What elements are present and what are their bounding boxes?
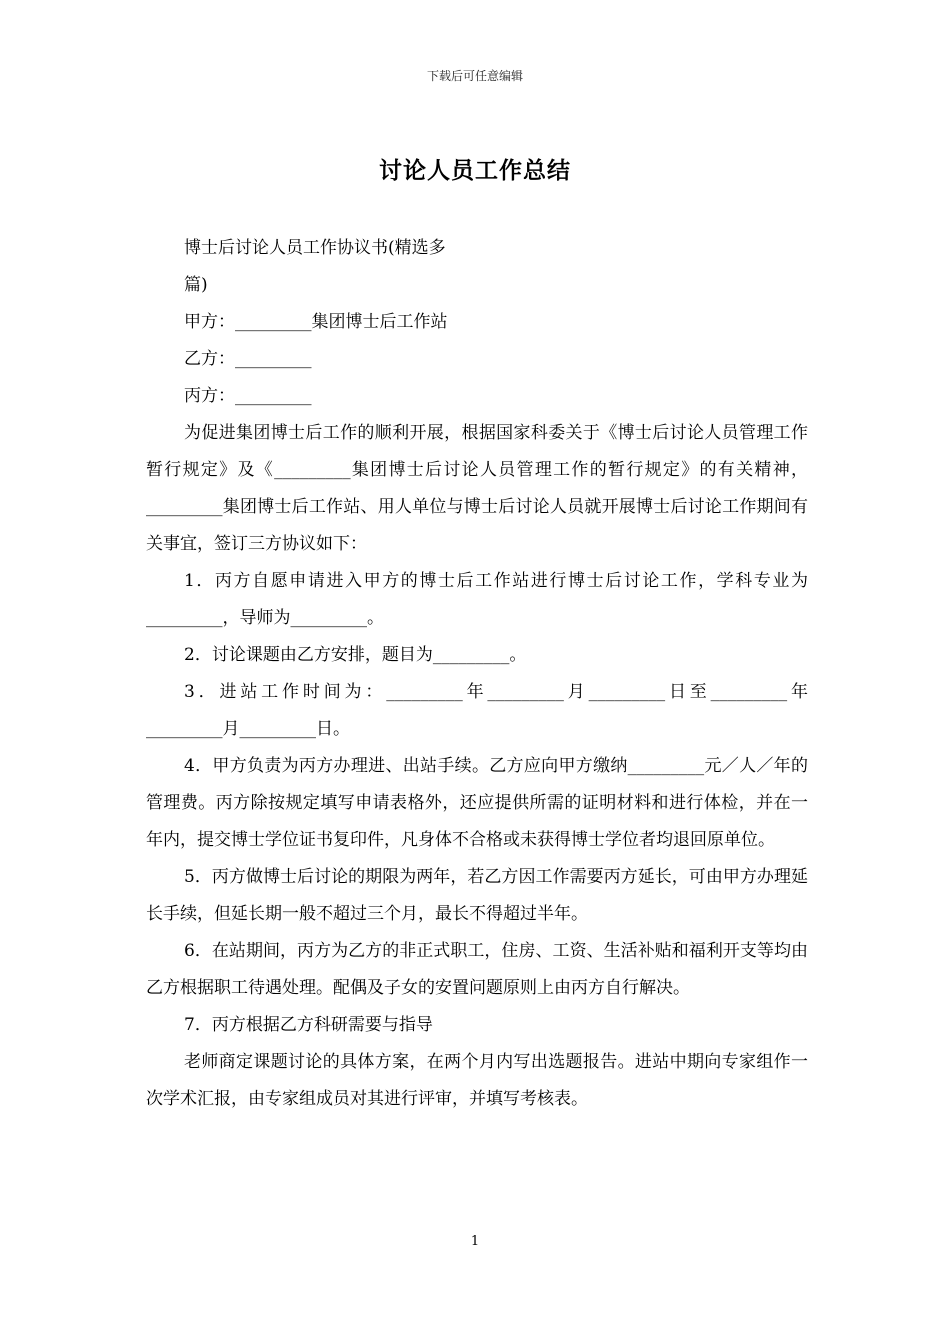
- subtitle-line-2: 篇): [184, 275, 208, 295]
- header-note: 下载后可任意编辑: [426, 69, 523, 83]
- clause-5: 5．丙方做博士后讨论的期限为两年，若乙方因工作需要丙方延长，可由甲方办理延长手续，但延长期一般不超过三个月，最长不得超过半年。: [146, 867, 808, 924]
- clause-2: 2．讨论课题由乙方安排，题目为_________。: [184, 645, 527, 665]
- party-c-line: 丙方：_________: [184, 386, 312, 406]
- clause-3: 3．进站工作时间为：_________年_________月_________日至_________年_________月_________日。: [146, 682, 808, 739]
- party-a-line: 甲方：_________集团博士后工作站: [184, 312, 448, 332]
- document-title: 讨论人员工作总结: [379, 157, 571, 184]
- page-number: 1: [470, 1234, 480, 1249]
- clause-7-continued: 老师商定课题讨论的具体方案，在两个月内写出选题报告。进站中期向专家组作一次学术汇报，由专家组成员对其进行评审，并填写考核表。: [146, 1052, 808, 1109]
- clause-1: 1．丙方自愿申请进入甲方的博士后工作站进行博士后讨论工作，学科专业为_________，导师为_________。: [146, 571, 808, 628]
- intro-paragraph: 为促进集团博士后工作的顺利开展，根据国家科委关于《博士后讨论人员管理工作暂行规定》及《_________集团博士后讨论人员管理工作的暂行规定》的有关精神，_________集团博士后工作站、用人单位与博士后讨论人员就开展博士后讨论工作期间有关事宜，签订三方协议如下：: [146, 423, 808, 554]
- clause-4: 4．甲方负责为丙方办理进、出站手续。乙方应向甲方缴纳_________元／人／年的管理费。丙方除按规定填写申请表格外，还应提供所需的证明材料和进行体检，并在一年内，提交博士学位证书复印件，凡身体不合格或未获得博士学位者均退回原单位。: [146, 756, 808, 850]
- clause-7: 7．丙方根据乙方科研需要与指导: [184, 1015, 433, 1035]
- subtitle-line-1: 博士后讨论人员工作协议书(精选多: [184, 238, 446, 258]
- clause-6: 6．在站期间，丙方为乙方的非正式职工，住房、工资、生活补贴和福利开支等均由乙方根据职工待遇处理。配偶及子女的安置问题原则上由丙方自行解决。: [146, 941, 808, 998]
- party-b-line: 乙方：_________: [184, 349, 312, 369]
- document-body: [146, 230, 808, 1118]
